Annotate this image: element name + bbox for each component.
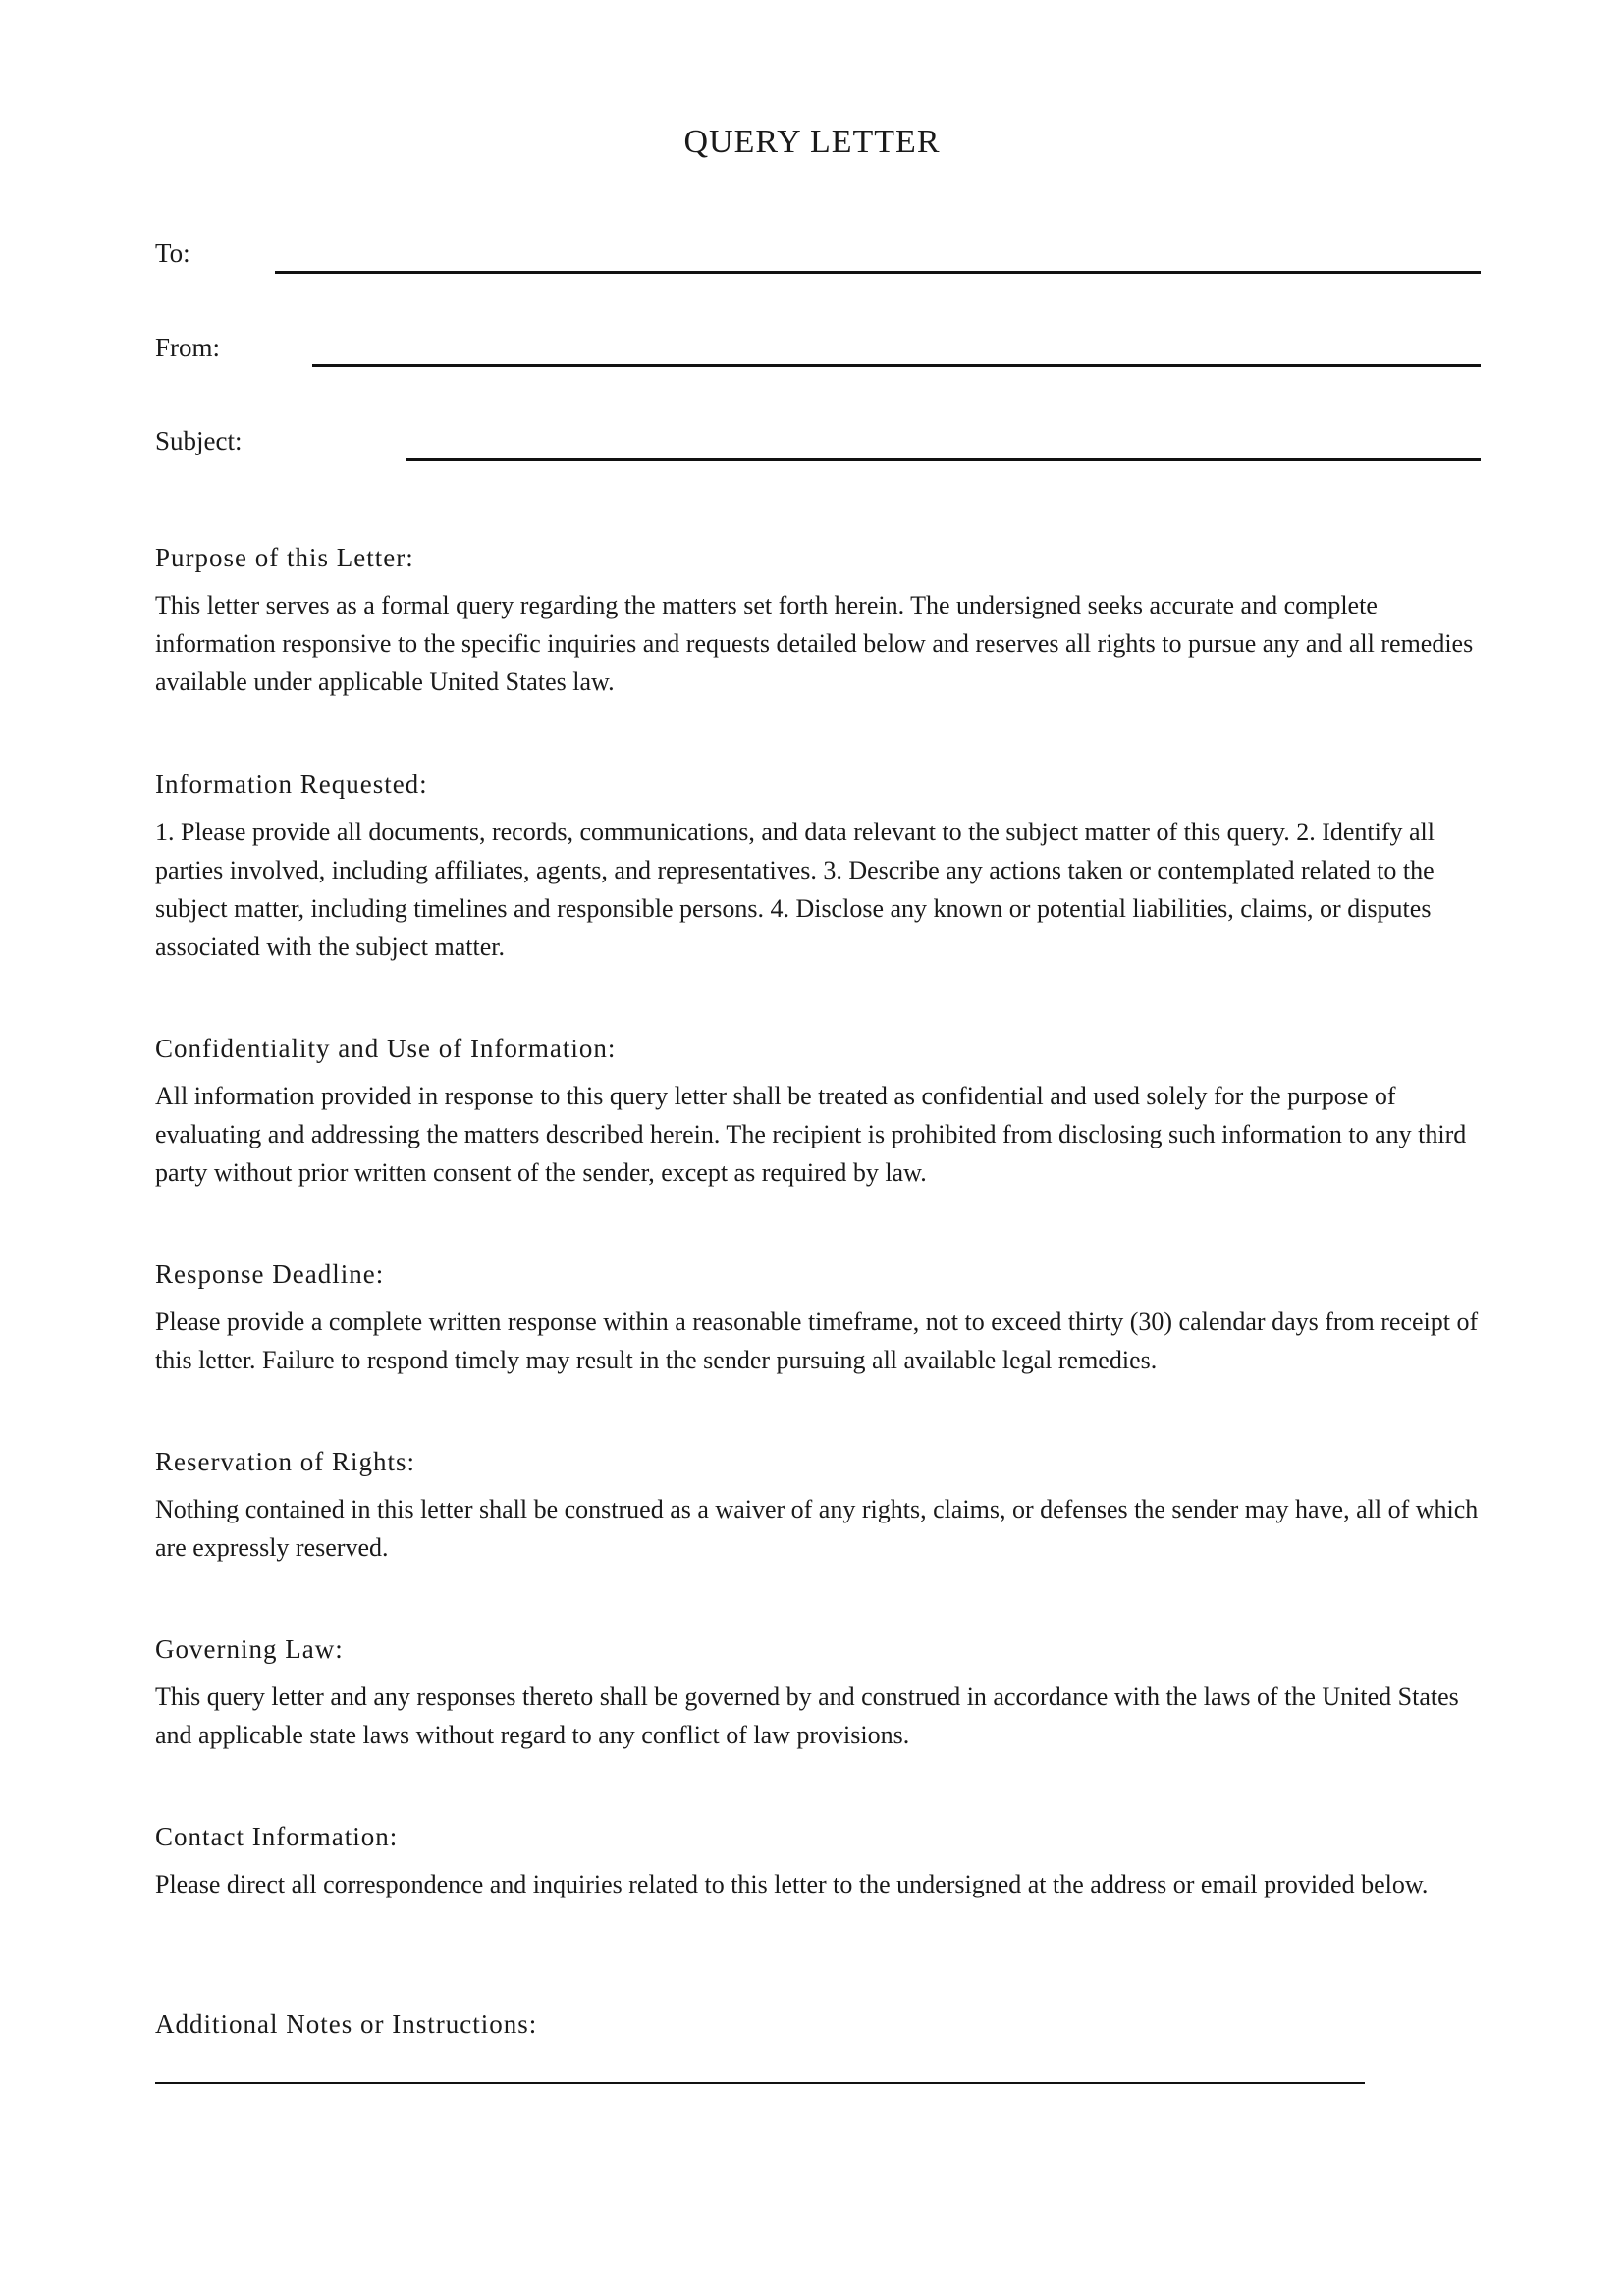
subject-field-line[interactable] [406, 458, 1481, 461]
from-field-line[interactable] [312, 364, 1481, 367]
additional-notes-line[interactable] [155, 2082, 1365, 2084]
purpose-body: This letter serves as a formal query regarding the matters set forth herein. The undersigned seeks accurate and complete information responsive to the specific inquiries and requests detailed below and reserves all rights to pursue any and all remedies available under applicable United States law. [155, 591, 1474, 696]
document-title: QUERY LETTER [683, 124, 941, 160]
reservation-of-rights-body: Nothing contained in this letter shall be construed as a waiver of any rights, claims, or defenses the sender may have, all of which are expressly reserved. [155, 1495, 1479, 1562]
contact-information-body: Please direct all correspondence and inquiries related to this letter to the undersigned at the address or email provided below. [155, 1870, 1429, 1898]
governing-law-heading: Governing Law: [155, 1634, 344, 1664]
subject-label: Subject: [155, 426, 243, 455]
information-requested-heading: Information Requested: [155, 770, 428, 799]
information-requested-body: 1. Please provide all documents, records, communications, and data relevant to the subject matter of this query. 2. Identify all parties involved, including affiliates, agents, and representatives. 3. Describe any actions taken or contemplated related to the subject matter, including timelines and responsible persons. 4. Disclose any known or potential liabilities, claims, or disputes associated with the subject matter. [155, 818, 1435, 961]
response-deadline-body: Please provide a complete written response within a reasonable timeframe, not to exceed thirty (30) calendar days from receipt of this letter. Failure to respond timely may result in the sender pursuing all available legal remedies. [155, 1308, 1479, 1374]
reservation-of-rights-heading: Reservation of Rights: [155, 1447, 415, 1476]
confidentiality-body: All information provided in response to this query letter shall be treated as confidential and used solely for the purpose of evaluating and addressing the matters described herein. The recipient is prohibited from disclosing such information to any third party without prior written consent of the sender, except as required by law. [155, 1082, 1467, 1187]
additional-notes-heading: Additional Notes or Instructions: [155, 2009, 538, 2039]
governing-law-body: This query letter and any responses thereto shall be governed by and construed in accordance with the laws of the United States and applicable state laws without regard to any conflict of law provisions. [155, 1682, 1459, 1749]
from-label: From: [155, 333, 221, 362]
confidentiality-heading: Confidentiality and Use of Information: [155, 1034, 617, 1063]
purpose-heading: Purpose of this Letter: [155, 543, 414, 572]
contact-information-heading: Contact Information: [155, 1822, 399, 1851]
to-label: To: [155, 239, 190, 268]
to-field-line[interactable] [275, 271, 1481, 274]
response-deadline-heading: Response Deadline: [155, 1259, 385, 1289]
